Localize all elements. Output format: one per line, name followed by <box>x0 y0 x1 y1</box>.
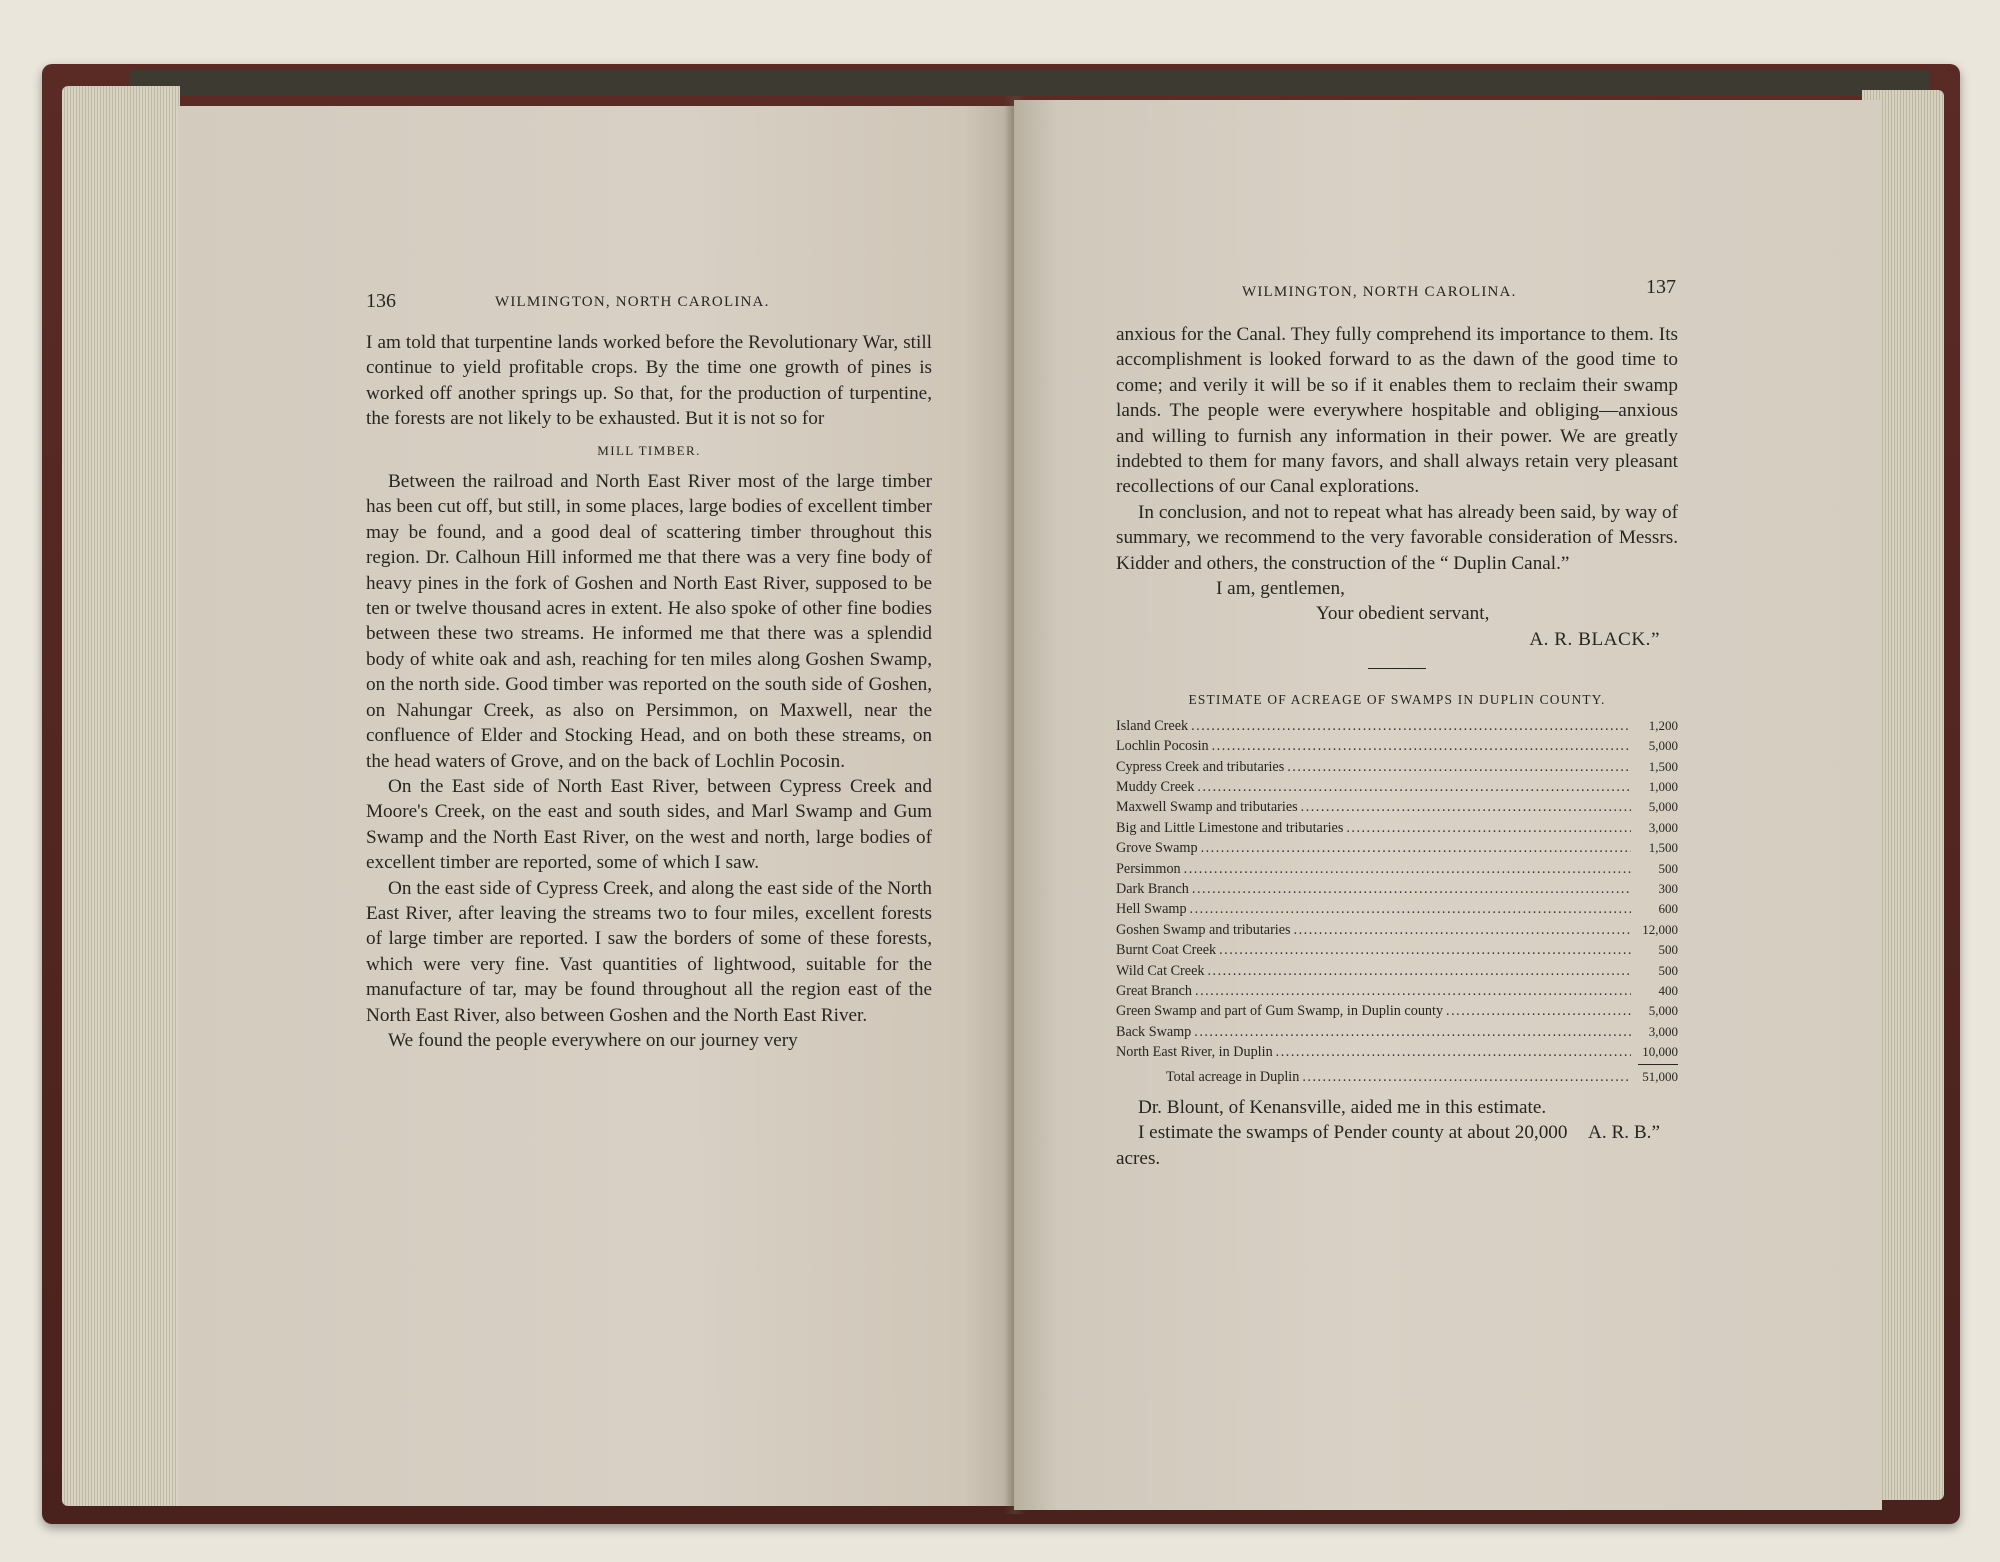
leader-dots <box>1301 797 1631 817</box>
swamp-name: Cypress Creek and tributaries <box>1116 758 1285 775</box>
right-page <box>1014 100 1882 1510</box>
leader-dots <box>1276 1042 1631 1062</box>
closing-line-2: I estimate the swamps of Pender county at about 20,000 <box>1138 1122 1568 1144</box>
leader-dots <box>1191 716 1631 736</box>
table-row <box>1116 716 1678 736</box>
swamp-name: Burnt Coat Creek <box>1116 942 1217 959</box>
swamp-name: Maxwell Swamp and tributaries <box>1116 799 1298 816</box>
swamp-name: Goshen Swamp and tributaries <box>1116 921 1291 938</box>
swamp-name: Green Swamp and part of Gum Swamp, in Duplin county <box>1116 1003 1444 1020</box>
running-head-left: WILMINGTON, NORTH CAROLINA. <box>495 294 770 310</box>
total-value: 51,000 <box>1642 1068 1678 1084</box>
table-row <box>1116 757 1678 777</box>
acreage-value: 3,000 <box>1648 1023 1678 1039</box>
table-row <box>1116 879 1678 899</box>
acreage-value: 1,500 <box>1648 758 1678 774</box>
closing-line-1: Dr. Blount, of Kenansville, aided me in this estimate. <box>1138 1097 1547 1118</box>
leader-dots <box>1346 818 1631 838</box>
acreage-value: 600 <box>1658 901 1678 917</box>
acreage-value: 1,200 <box>1648 717 1678 733</box>
leader-dots <box>1201 838 1631 858</box>
swamp-name: North East River, in Duplin <box>1116 1044 1273 1061</box>
left-paragraph-4: On the east side of Cypress Creek, and along the east side of the North East River, after leaving the streams two to four miles, excellent forests of large timber are reported. I saw the borders of some of these forests, which were very fine. Vast quantities of lightwood, suitable for the manufacture of tar, may be found throughout all the region east of the North East River, also between Goshen and the North East River. <box>366 877 932 1026</box>
acreage-value: 5,000 <box>1648 799 1678 815</box>
acreage-value: 400 <box>1658 982 1678 998</box>
table-row <box>1116 736 1678 756</box>
right-text-block <box>1116 322 1678 1171</box>
swamp-name: Wild Cat Creek <box>1116 962 1205 979</box>
book-spine-top <box>130 70 1930 96</box>
table-title: ESTIMATE OF ACREAGE OF SWAMPS IN DUPLIN COUNTY. <box>1188 692 1606 708</box>
acreage-value: 5,000 <box>1648 1003 1678 1019</box>
closing-acres: acres. <box>1116 1147 1161 1169</box>
table-row <box>1116 981 1678 1001</box>
acreage-value: 3,000 <box>1648 819 1678 835</box>
acreage-value: 1,500 <box>1648 840 1678 856</box>
swamp-name: Island Creek <box>1116 717 1189 734</box>
acreage-value: 300 <box>1658 880 1678 896</box>
table-row <box>1116 838 1678 858</box>
total-label: Total acreage in Duplin <box>1166 1068 1300 1085</box>
swamp-name: Muddy Creek <box>1116 778 1195 795</box>
closing-block <box>1116 1095 1678 1171</box>
leader-dots <box>1190 899 1631 919</box>
right-paragraph-2: In conclusion, and not to repeat what has already been said, by way of summary, we recommend to the very favorable consideration of Messrs. Kidder and others, the construction of the “ Duplin Canal.” <box>1116 501 1678 574</box>
leader-dots <box>1294 920 1631 940</box>
leader-dots <box>1195 981 1631 1001</box>
swamp-name: Persimmon <box>1116 860 1181 877</box>
page-number-left: 136 <box>366 290 396 312</box>
leader-dots <box>1219 940 1631 960</box>
left-paragraph-2: Between the railroad and North East River most of the large timber has been cut off, but still, in some places, large bodies of excellent timber may be found, and a good deal of scattering timber throughout this region. Dr. Calhoun Hill informed me that there was a very fine body of heavy pines in the fork of Goshen and North East River, supposed to be ten or twelve thousand acres in extent. He also spoke of other fine bodies between these two streams. He informed me that there was a splendid body of white oak and ash, reaching for ten miles along Goshen Swamp, on the north side. Good timber was reported on the south side of Goshen, on Nahungar Creek, as also on Persimmon, on Maxwell, near the confluence of Elder and Stocking Head, and on both these streams, on the head waters of Grove, and on the back of Lochlin Pocosin. <box>366 471 932 772</box>
left-paragraph-3: On the East side of North East River, between Cypress Creek and Moore's Creek, on the east and south sides, and Marl Swamp and Gum Swamp and the North East River, on the west and north, large bodies of excellent timber are reported, some of which I saw. <box>366 775 932 874</box>
table-row <box>1116 961 1678 981</box>
table-row <box>1116 899 1678 919</box>
acreage-value: 5,000 <box>1648 738 1678 754</box>
page-edges-left <box>62 86 180 1506</box>
closing-signature: A. R. B.” <box>1588 1121 1660 1143</box>
total-leader-dots <box>1302 1067 1631 1087</box>
divider-rule <box>1368 668 1426 669</box>
acreage-value: 10,000 <box>1642 1044 1678 1060</box>
table-row <box>1116 940 1678 960</box>
table-row <box>1116 1022 1678 1042</box>
running-head-right: WILMINGTON, NORTH CAROLINA. <box>1242 284 1517 300</box>
leader-dots <box>1197 777 1631 797</box>
salutation-line-1: I am, gentlemen, <box>1216 578 1345 600</box>
salutation-line-2: Your obedient servant, <box>1316 603 1490 625</box>
left-paragraph-1: I am told that turpentine lands worked before the Revolutionary War, still continue to yield profitable crops. By the time one growth of pines is worked off another springs up. So that, for the production of turpentine, the forests are not likely to be exhausted. But it is not so for <box>366 332 932 430</box>
total-rule <box>1638 1064 1678 1065</box>
swamp-name: Dark Branch <box>1116 880 1189 897</box>
left-page <box>178 106 1014 1506</box>
table-row <box>1116 859 1678 879</box>
table-row <box>1116 920 1678 940</box>
acreage-value: 500 <box>1658 860 1678 876</box>
table-row <box>1116 818 1678 838</box>
swamp-name: Lochlin Pocosin <box>1116 738 1209 755</box>
page-number-right: 137 <box>1646 276 1676 298</box>
leader-dots <box>1287 757 1631 777</box>
table-row <box>1116 1042 1678 1062</box>
left-paragraph-5: We found the people everywhere on our journey very <box>388 1029 798 1051</box>
table-total-row <box>1116 1067 1678 1087</box>
acreage-value: 12,000 <box>1642 921 1678 937</box>
swamp-name: Grove Swamp <box>1116 840 1198 857</box>
signature-black: A. R. BLACK.” <box>1529 628 1660 650</box>
right-paragraph-1: anxious for the Canal. They fully comprehend its importance to them. Its accomplishment is looked forward to as the dawn of the good time to come; and verily it will be so if it enables them to reclaim their swamp lands. The people were everywhere hospitable and obliging—anxious and willing to furnish any information in their power. We are greatly indebted to them for many favors, and shall always retain very pleasant recollections of our Canal explorations. <box>1116 324 1678 498</box>
leader-dots <box>1194 1022 1631 1042</box>
leader-dots <box>1192 879 1631 899</box>
leader-dots <box>1446 1001 1631 1021</box>
acreage-value: 1,000 <box>1648 778 1678 794</box>
swamp-name: Hell Swamp <box>1116 901 1187 918</box>
swamp-name: Big and Little Limestone and tributaries <box>1116 819 1344 836</box>
section-heading-mill-timber: MILL TIMBER. <box>597 442 701 458</box>
table-row <box>1116 1001 1678 1021</box>
leader-dots <box>1207 961 1631 981</box>
swamp-name: Great Branch <box>1116 982 1193 999</box>
acreage-value: 500 <box>1658 942 1678 958</box>
table-row <box>1116 777 1678 797</box>
acreage-value: 500 <box>1658 962 1678 978</box>
table-row <box>1116 797 1678 817</box>
leader-dots <box>1212 736 1631 756</box>
acreage-table <box>1116 716 1678 1063</box>
leader-dots <box>1184 859 1631 879</box>
swamp-name: Back Swamp <box>1116 1023 1192 1040</box>
left-text-block <box>366 330 932 1053</box>
